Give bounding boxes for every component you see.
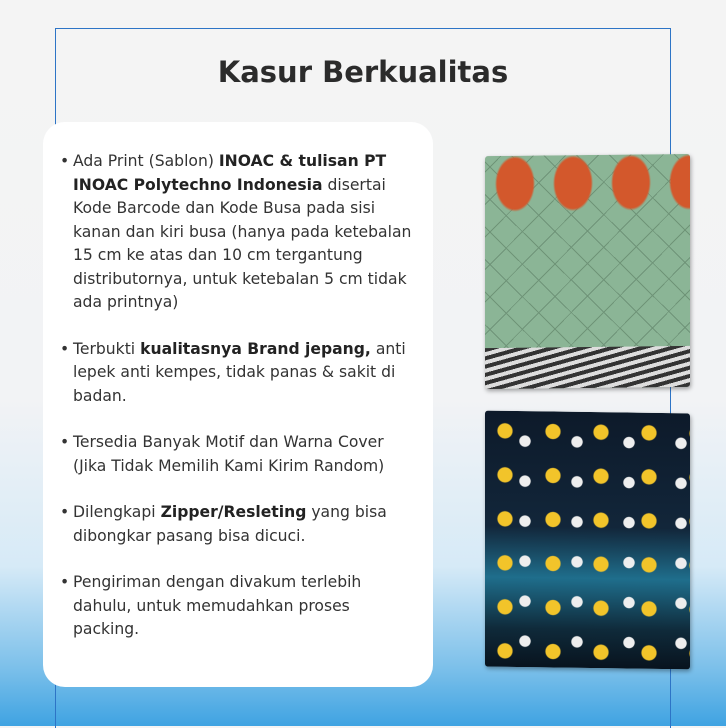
feature-bullet <box>60 150 417 315</box>
bullet-bold-text: kualitasnya Brand jepang, <box>140 339 371 358</box>
bullet-text: yang bisa dibongkar pasang bisa dicuci. <box>73 503 387 545</box>
feature-bullet <box>60 501 417 548</box>
page-title: Kasur Berkualitas <box>217 55 509 89</box>
feature-bullet <box>60 571 417 642</box>
bullet-text: Pengiriman dengan divakum terlebih dahulu, untuk memudahkan proses packing. <box>73 573 362 638</box>
bullet-text: disertai Kode Barcode dan Kode Busa pada sisi kanan dan kiri busa (hanya pada ketebalan 15 cm ke atas dan 10 cm tergantung distributornya, untuk ketebalan 5 cm tidak ada printnya) <box>73 175 412 311</box>
bullet-bold-text: Zipper/Resleting <box>160 503 307 521</box>
bullet-text: Ada Print (Sablon) <box>73 152 219 170</box>
mattress-leaf-motif-image <box>485 154 690 389</box>
mattress-butterfly-motif-image <box>485 411 690 670</box>
bullet-text: Terbukti <box>73 339 141 358</box>
feature-bullet <box>60 431 417 478</box>
feature-bullet <box>60 338 417 409</box>
features-card <box>43 122 433 687</box>
bullet-text: anti lepek anti kempes, tidak panas & sakit di badan. <box>73 339 406 405</box>
bullet-text: Dilengkapi <box>73 503 161 521</box>
bullet-bold-text: INOAC & tulisan PT INOAC Polytechno Indonesia <box>73 152 387 194</box>
bullet-text: Tersedia Banyak Motif dan Warna Cover (Jika Tidak Memilih Kami Kirim Random) <box>73 433 385 475</box>
